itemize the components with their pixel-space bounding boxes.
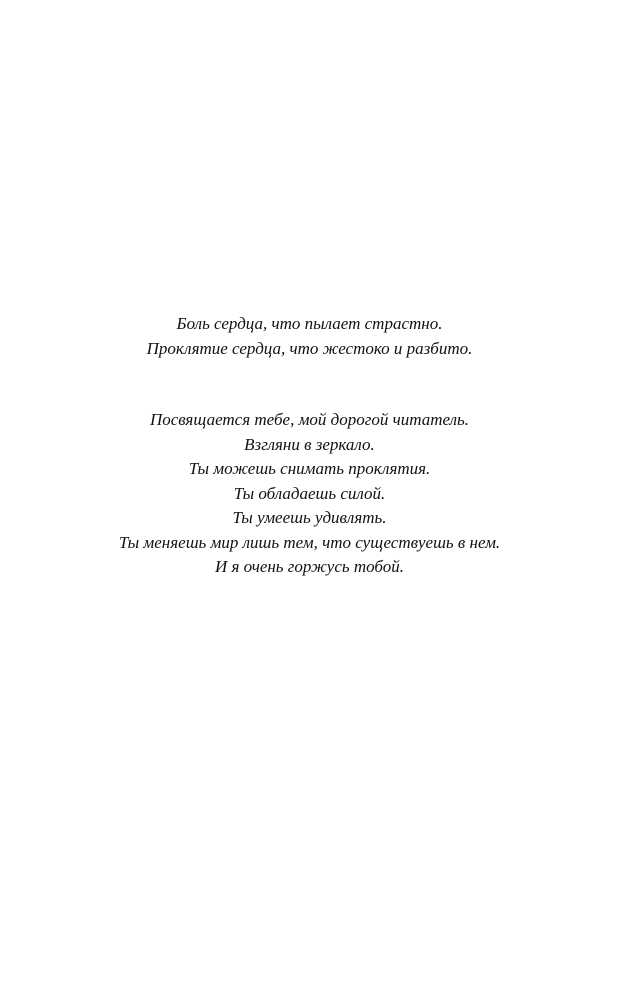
dedication-line: Взгляни в зеркало.	[244, 434, 375, 454]
epigraph-line: Проклятие сердца, что жестоко и разбито.	[146, 338, 473, 358]
epigraph	[0, 312, 619, 361]
dedication-line: Ты меняешь мир лишь тем, что существуешь в нем.	[118, 532, 501, 552]
dedication-line: Посвящается тебе, мой дорогой читатель.	[149, 410, 470, 429]
epigraph-line: Боль сердца, что пылает страстно.	[176, 314, 443, 333]
dedication-line: И я очень горжусь тобой.	[214, 557, 405, 576]
dedication	[0, 408, 619, 580]
dedication-line: Ты можешь снимать проклятия.	[188, 459, 431, 478]
dedication-line: Ты умеешь удивлять.	[232, 508, 387, 527]
dedication-line: Ты обладаешь силой.	[233, 483, 386, 503]
